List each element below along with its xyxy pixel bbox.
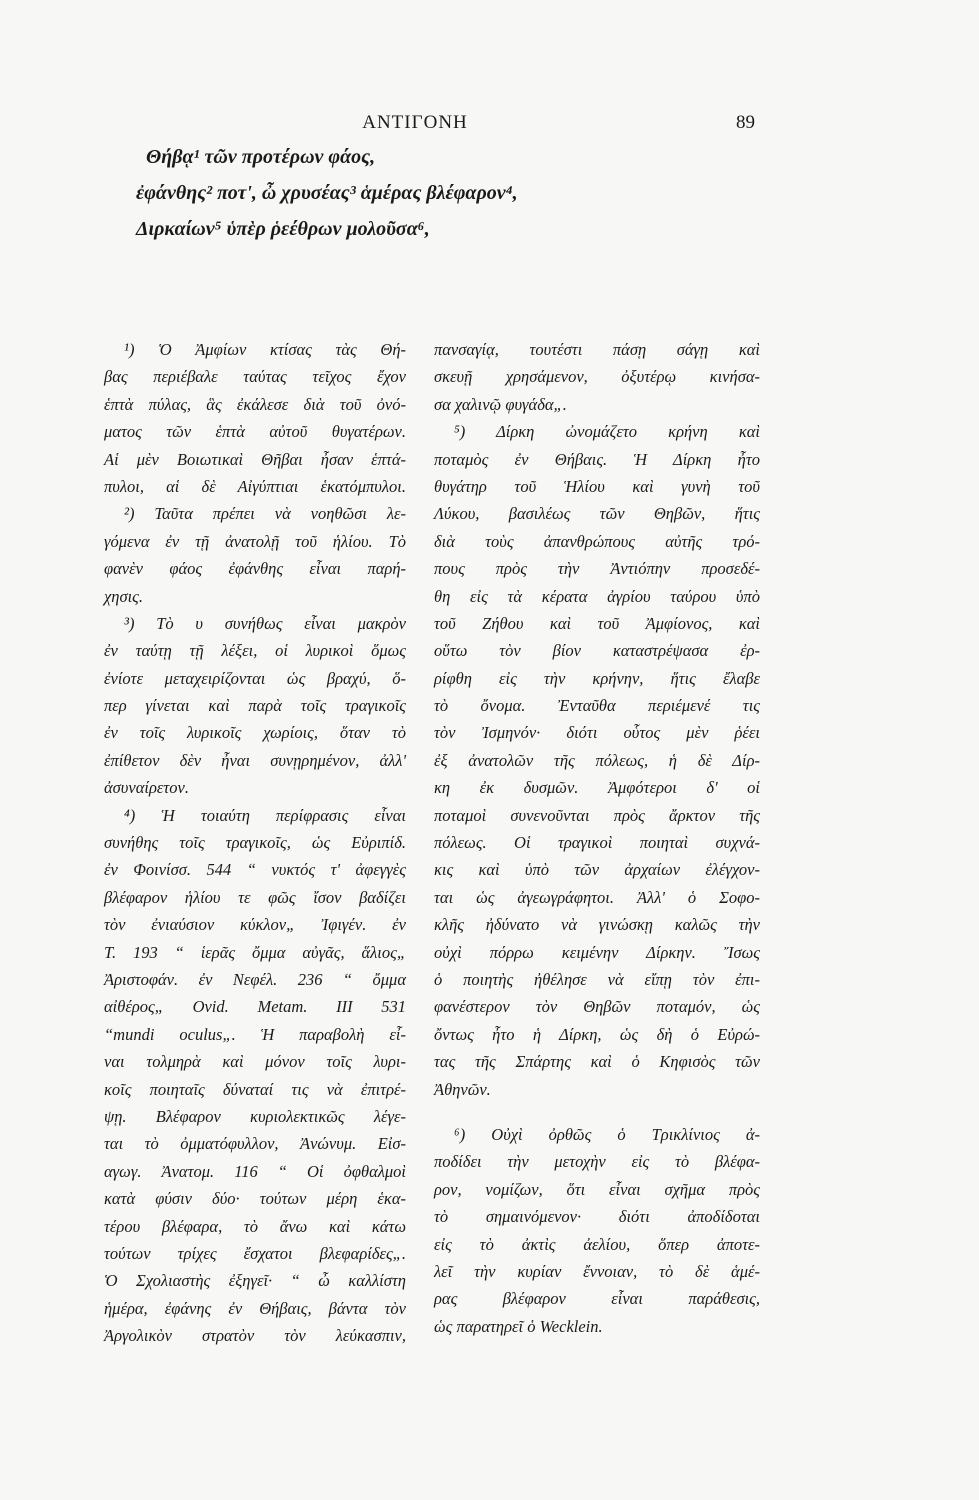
footnote-text-line: Αἱ μὲν Βοιωτικαὶ Θῆβαι ἦσαν ἑπτά-: [104, 449, 406, 469]
footnote-text-line: ἡμέρα, ἐφάνης ἐν Θήβαις, βάντα τὸν: [104, 1298, 406, 1318]
footnote-text-line: ἀσυναίρετον.: [104, 778, 189, 798]
verse-line: Θήβᾳ¹ τῶν προτέρων φάος,: [146, 146, 376, 168]
footnote-text-line: πανσαγίᾳ, τουτέστι πάσῃ σάγῃ καὶ: [434, 340, 760, 359]
footnote-text-line: βλέφαρον ἡλίου τε φῶς ἴσον βαδίζει: [104, 887, 406, 907]
footnote-text-line: ἐν Φοινίσσ. 544 “ νυκτός τ' ἀφεγγὲς: [104, 860, 406, 880]
footnote-text-line: Λύκου, βασιλέως τῶν Θηβῶν, ἥτις: [434, 504, 760, 524]
footnote-text-line: φανέστερον τὸν Θηβῶν ποταμόν, ὡς: [434, 997, 760, 1017]
footnote-text-line: διὰ τοὺς ἀπανθρώπους αὐτῆς τρό-: [434, 531, 760, 551]
verse-line: ἐφάνθης² ποτ', ὦ χρυσέας³ ἁμέρας βλέφαρον⁴,: [136, 182, 518, 204]
footnote-text-line: ποταμὸς ἐν Θήβαις. Ἡ Δίρκη ἦτο: [434, 449, 760, 469]
footnote-text-line: ἐν ταύτῃ τῇ λέξει, οἱ λυρικοὶ ὅμως: [104, 641, 406, 661]
footnote-text-line: ται ὡς ἀγεωγράφητοι. Ἀλλ' ὁ Σοφο-: [434, 887, 760, 907]
footnote-text-line: ματος τῶν ἑπτὰ αὐτοῦ θυγατέρων.: [104, 422, 406, 442]
footnote-text-line: σα χαλινῷ φυγάδα„.: [434, 394, 567, 414]
running-header-title: ΑΝΤΙΓΟΝΗ: [362, 112, 468, 133]
footnote-text-line: ⁴) Ἡ τοιαύτη περίφρασις εἶναι: [124, 805, 406, 825]
footnote-text-line: ναι τολμηρὰ καὶ μόνον τοῖς λυρι-: [104, 1052, 406, 1072]
footnote-text-line: κοῖς ποιηταῖς δύναταί τις νὰ ἐπιτρέ-: [104, 1079, 406, 1099]
footnote-text-line: πυλοι, αἱ δὲ Αἰγύπτιαι ἑκατόμπυλοι.: [104, 476, 406, 496]
footnote-text-line: ρας βλέφαρον εἶναι παράθεσις,: [434, 1289, 760, 1309]
footnote-text-line: ται τὸ ὀμματόφυλλον, Ἀνώνυμ. Εἰσ-: [104, 1134, 406, 1154]
footnote-text-line: Ἀθηνῶν.: [434, 1079, 491, 1099]
footnote-text-line: “mundi oculus„. Ἡ παραβολὴ εἶ-: [104, 1024, 406, 1044]
footnote-text-line: ὡς παρατηρεῖ ὁ Wecklein.: [434, 1316, 603, 1336]
footnote-text-line: ψῃ. Βλέφαρον κυριολεκτικῶς λέγε-: [104, 1106, 406, 1126]
footnote-text-line: ὄντως ἦτο ἡ Δίρκη, ὡς δὴ ὁ Εὐρώ-: [434, 1024, 760, 1044]
verse-line: Διρκαίων⁵ ὑπὲρ ῥεέθρων μολοῦσα⁶,: [136, 218, 430, 240]
footnote-text-line: κατὰ φύσιν δύο· τούτων μέρη ἑκα-: [104, 1189, 406, 1209]
footnote-text-line: οὕτω τὸν βίον καταστρέψασα ἐρ-: [434, 641, 760, 661]
footnote-text-line: γόμενα ἐν τῇ ἀνατολῇ τοῦ ἡλίου. Τὸ: [104, 531, 406, 551]
footnote-text-line: αἰθέρος„ Ovid. Metam. III 531: [104, 997, 406, 1017]
footnote-text-line: λεῖ τὴν κυρίαν ἔννοιαν, τὸ δὲ ἁμέ-: [434, 1261, 760, 1281]
footnote-text-line: ὁ ποιητὴς ἠθέλησε νὰ εἴπῃ τὸν ἐπι-: [434, 969, 760, 989]
footnote-text-line: τὸν Ἰσμηνόν· διότι οὗτος μὲν ῥέει: [434, 723, 760, 743]
footnote-text-line: τας τῆς Σπάρτης καὶ ὁ Κηφισὸς τῶν: [434, 1052, 760, 1072]
footnote-text-line: τὸν ἐνιαύσιον κύκλον„ Ἰφιγέν. ἐν: [104, 915, 406, 935]
footnote-text-line: Ὁ Σχολιαστὴς ἐξηγεῖ· “ ὦ καλλίστη: [104, 1271, 406, 1291]
footnote-text-line: τὸ σημαινόμενον· διότι ἀποδίδοται: [434, 1207, 760, 1227]
footnote-text-line: οὐχὶ πόρρω κειμένην Δίρκην. Ἴσως: [434, 942, 760, 962]
footnote-text-line: ἑπτὰ πύλας, ἃς ἐκάλεσε διὰ τοῦ ὀνό-: [104, 394, 406, 414]
footnotes-left-column: [104, 336, 406, 1349]
footnote-text-line: ἐνίοτε μεταχειρίζονται ὡς βραχύ, ὅ-: [104, 668, 406, 688]
footnote-text-line: τοῦ Ζήθου καὶ τοῦ Ἀμφίονος, καὶ: [434, 613, 760, 633]
footnote-text-line: τέρου βλέφαρα, τὸ ἄνω καὶ κάτω: [104, 1216, 406, 1236]
footnote-text-line: συνήθης τοῖς τραγικοῖς, ὡς Εὐριπίδ.: [104, 833, 406, 853]
footnote-text-line: πους πρὸς τὴν Ἀντιόπην προσεδέ-: [434, 559, 760, 579]
footnote-text-line: Ἀργολικὸν στρατὸν τὸν λεύκασπιν,: [104, 1326, 406, 1346]
footnote-text-line: τὸ ὄνομα. Ἐνταῦθα περιέμενέ τις: [434, 696, 760, 716]
footnote-text-line: εἰς τὸ ἀκτὶς ἀελίου, ὅπερ ἀποτε-: [434, 1234, 760, 1254]
footnote-text-line: ποδίδει τὴν μετοχὴν εἰς τὸ βλέφα-: [434, 1152, 760, 1172]
footnote-text-line: ²) Ταῦτα πρέπει νὰ νοηθῶσι λε-: [124, 504, 406, 524]
footnote-text-line: πόλεως. Οἱ τραγικοὶ ποιηταὶ συχνά-: [434, 833, 760, 853]
footnote-text-line: ἐπίθετον δὲν ἦναι συνῃρημένον, ἀλλ': [104, 750, 406, 770]
footnote-text-line: περ γίνεται καὶ παρὰ τοῖς τραγικοῖς: [104, 696, 406, 716]
footnotes-right-column: [434, 336, 760, 1340]
footnote-text-line: κλῆς ἠδύνατο νὰ γινώσκῃ καλῶς τὴν: [434, 915, 760, 935]
footnote-text-line: Ἀριστοφάν. ἐν Νεφέλ. 236 “ ὄμμα: [104, 969, 406, 989]
footnote-text-line: ⁶) Οὐχὶ ὀρθῶς ὁ Τρικλίνιος ἀ-: [454, 1124, 760, 1144]
footnote-text-line: ἐν τοῖς λυρικοῖς χωρίοις, ὅταν τὸ: [104, 723, 406, 743]
footnote-text-line: φανὲν φάος ἐφάνθης εἶναι παρή-: [104, 559, 406, 579]
footnote-text-line: ρίφθη εἰς τὴν κρήνην, ἥτις ἔλαβε: [434, 668, 760, 688]
footnote-text-line: χησις.: [104, 586, 143, 606]
footnote-text-line: ἐξ ἀνατολῶν τῆς πόλεως, ἡ δὲ Δίρ-: [434, 750, 760, 770]
footnote-text-line: ¹) Ὁ Ἀμφίων κτίσας τὰς Θή-: [124, 340, 406, 359]
footnote-text-line: κη ἐκ δυσμῶν. Ἀμφότεροι δ' οἱ: [434, 778, 760, 798]
footnote-text-line: θη εἰς τὰ κέρατα ἀγρίου ταύρου ὑπὸ: [434, 586, 760, 606]
footnote-text-line: ποταμοὶ συνενοῦνται πρὸς ἄρκτον τῆς: [434, 805, 760, 825]
footnote-text-line: σκευῇ χρησάμενον, ὀξυτέρῳ κινήσα-: [434, 367, 760, 387]
footnote-text-line: αγωγ. Ἀνατομ. 116 “ Οἱ ὀφθαλμοὶ: [104, 1161, 406, 1181]
footnote-text-line: ρον, νομίζων, ὅτι εἶναι σχῆμα πρὸς: [434, 1179, 760, 1199]
footnote-text-line: τούτων τρίχες ἔσχατοι βλεφαρίδες„.: [104, 1243, 406, 1263]
footnote-text-line: ⁵) Δίρκη ὠνομάζετο κρήνη καὶ: [454, 422, 760, 442]
page-number: 89: [736, 112, 755, 133]
footnote-text-line: βας περιέβαλε ταύτας τεῖχος ἔχον: [104, 367, 406, 387]
footnote-text-line: Τ. 193 “ ἱερᾶς ὄμμα αὐγᾶς, ἅλιος„: [104, 942, 406, 962]
footnote-text-line: ³) Τὸ υ συνήθως εἶναι μακρὸν: [124, 613, 406, 633]
footnote-text-line: κις καὶ ὑπὸ τῶν ἀρχαίων ἐλέγχον-: [434, 860, 760, 880]
footnote-text-line: θυγάτηρ τοῦ Ἡλίου καὶ γυνὴ τοῦ: [434, 476, 760, 496]
